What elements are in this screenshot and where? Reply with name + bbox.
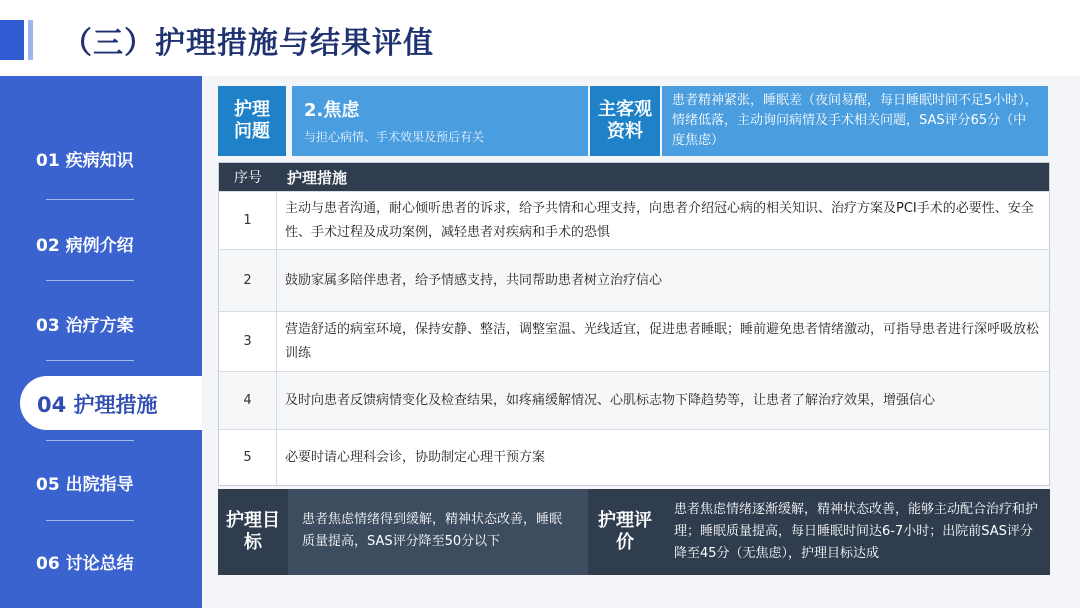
- table-row: [219, 249, 1049, 311]
- nursing-goal-label: 护理目标: [226, 510, 280, 553]
- nursing-goal-text: 患者焦虑情绪得到缓解，精神状态改善，睡眠质量提高，SAS评分降至50分以下: [288, 489, 588, 575]
- sidebar-item-nursing-measures-label: 04 护理措施: [37, 393, 158, 417]
- row-text: 鼓励家属多陪伴患者，给予情感支持，共同帮助患者树立治疗信心: [285, 272, 663, 288]
- sidebar-divider: [46, 280, 134, 281]
- nursing-evaluation-label: 护理评价: [598, 510, 652, 553]
- sidebar-item-treatment-plan[interactable]: 03 治疗方案: [36, 316, 134, 336]
- problem-label: 护理问题: [218, 86, 286, 156]
- problem-body: [292, 86, 588, 156]
- title-accent-bar: [0, 20, 24, 60]
- sidebar-divider: [46, 520, 134, 521]
- row-number: 2: [219, 250, 277, 311]
- sidebar-item-case-intro[interactable]: 02 病例介绍: [36, 236, 134, 256]
- row-number: 1: [219, 192, 277, 249]
- nursing-evaluation-text: 患者焦虑情绪逐渐缓解，精神状态改善，能够主动配合治疗和护理；睡眠质量提高，每日睡眠时间达6-7小时；出院前SAS评分降至45分（无焦虑），护理目标达成: [674, 502, 1039, 561]
- sidebar-item-discharge-guide[interactable]: 05 出院指导: [36, 475, 134, 495]
- row-number: 3: [219, 312, 277, 371]
- sidebar-item-disease-knowledge[interactable]: 01 疾病知识: [36, 151, 134, 171]
- goal-evaluation-band: [218, 489, 1050, 575]
- table-row: [219, 191, 1049, 249]
- table-row: [219, 429, 1049, 485]
- subjective-objective-label: 主客观资料: [590, 86, 660, 156]
- column-header-measure: 护理措施: [287, 168, 348, 187]
- row-text: 及时向患者反馈病情变化及检查结果，如疼痛缓解情况、心肌标志物下降趋势等，让患者了解治疗效果，增强信心: [285, 392, 936, 408]
- table-row: [219, 311, 1049, 371]
- sidebar-divider: [46, 360, 134, 361]
- subjective-objective-text: 患者精神紧张，睡眠差（夜间易醒，每日睡眠时间不足5小时），情绪低落，主动询问病情及手术相关问题，SAS评分65分（中度焦虑）: [662, 86, 1048, 156]
- problem-subtitle: 与担心病情、手术效果及预后有关: [304, 130, 485, 144]
- page-title: （三）护理措施与结果评值: [62, 26, 434, 61]
- row-text: 主动与患者沟通，耐心倾听患者的诉求，给予共情和心理支持，向患者介绍冠心病的相关知识、治疗方案及PCI手术的必要性、安全性、手术过程及成功案例，减轻患者对疾病和手术的恐惧: [285, 200, 1034, 240]
- row-text: 营造舒适的病室环境，保持安静、整洁，调整室温、光线适宜，促进患者睡眠；睡前避免患者情绪激动，可指导患者进行深呼吸放松训练: [285, 321, 1040, 361]
- title-accent-stripe: [28, 20, 33, 60]
- sidebar-divider: [46, 199, 134, 200]
- table-row: [219, 371, 1049, 429]
- sidebar-item-discussion-summary[interactable]: 06 讨论总结: [36, 554, 134, 574]
- row-number: 5: [219, 430, 277, 485]
- problem-title: 2.焦虑: [304, 100, 360, 121]
- table-header: [219, 163, 1049, 191]
- sidebar-divider: [46, 440, 134, 441]
- row-number: 4: [219, 372, 277, 429]
- measures-table: [218, 162, 1050, 486]
- column-header-no: 序号: [234, 170, 262, 186]
- row-text: 必要时请心理科会诊，协助制定心理干预方案: [285, 449, 546, 465]
